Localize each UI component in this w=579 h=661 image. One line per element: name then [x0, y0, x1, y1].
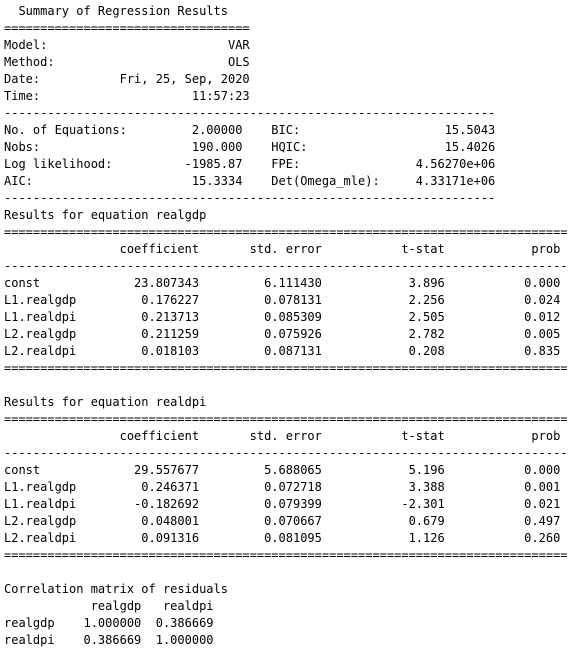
table-row: const 23.807343 6.111430 3.896 0.000 [4, 276, 561, 290]
table-row: L1.realgdp 0.246371 0.072718 3.388 0.001 [4, 480, 561, 494]
table-row: L2.realgdp 0.048001 0.070667 0.679 0.497 [4, 514, 561, 528]
stats-line-equations-bic: No. of Equations: 2.00000 BIC: 15.5043 [4, 123, 496, 137]
table-row: L2.realdpi 0.018103 0.087131 0.208 0.835 [4, 344, 561, 358]
double-rule: ============================================================================== [4, 412, 568, 426]
table-row: L1.realdpi -0.182692 0.079399 -2.301 0.021 [4, 497, 561, 511]
method-line: Method: OLS [4, 55, 250, 69]
equation-realgdp-title: Results for equation realgdp [4, 208, 207, 222]
blank-line [4, 377, 568, 394]
regression-summary-text [4, 3, 568, 649]
stats-line-aic-det: AIC: 15.3334 Det(Omega_mle): 4.33171e+06 [4, 174, 496, 188]
double-rule: ============================================================================== [4, 361, 568, 375]
table-row: L1.realgdp 0.176227 0.078131 2.256 0.024 [4, 293, 561, 307]
equation-realdpi-title: Results for equation realdpi [4, 395, 207, 409]
blank-line [4, 564, 568, 581]
table-header-realdpi: coefficient std. error t-stat prob [4, 429, 561, 443]
double-rule: ================================== [4, 21, 250, 35]
table-row: L2.realdpi 0.091316 0.081095 1.126 0.260 [4, 531, 561, 545]
single-rule: ------------------------------------------------------------------------------ [4, 259, 568, 273]
single-rule: -------------------------------------------------------------------- [4, 106, 496, 120]
time-line: Time: 11:57:23 [4, 89, 250, 103]
double-rule: ============================================================================== [4, 548, 568, 562]
single-rule: -------------------------------------------------------------------- [4, 191, 496, 205]
correlation-row: realgdp 1.000000 0.386669 [4, 616, 214, 630]
summary-title: Summary of Regression Results [4, 4, 250, 18]
single-rule: ------------------------------------------------------------------------------ [4, 446, 568, 460]
table-row: L1.realdpi 0.213713 0.085309 2.505 0.012 [4, 310, 561, 324]
correlation-header: realgdp realdpi [4, 599, 214, 613]
stats-line-loglik-fpe: Log likelihood: -1985.87 FPE: 4.56270e+06 [4, 157, 496, 171]
model-line: Model: VAR [4, 38, 250, 52]
table-header-realgdp: coefficient std. error t-stat prob [4, 242, 561, 256]
table-row: L2.realgdp 0.211259 0.075926 2.782 0.005 [4, 327, 561, 341]
table-row: const 29.557677 5.688065 5.196 0.000 [4, 463, 561, 477]
double-rule: ============================================================================== [4, 225, 568, 239]
correlation-title: Correlation matrix of residuals [4, 582, 228, 596]
date-line: Date: Fri, 25, Sep, 2020 [4, 72, 250, 86]
stats-line-nobs-hqic: Nobs: 190.000 HQIC: 15.4026 [4, 140, 496, 154]
correlation-row: realdpi 0.386669 1.000000 [4, 633, 214, 647]
